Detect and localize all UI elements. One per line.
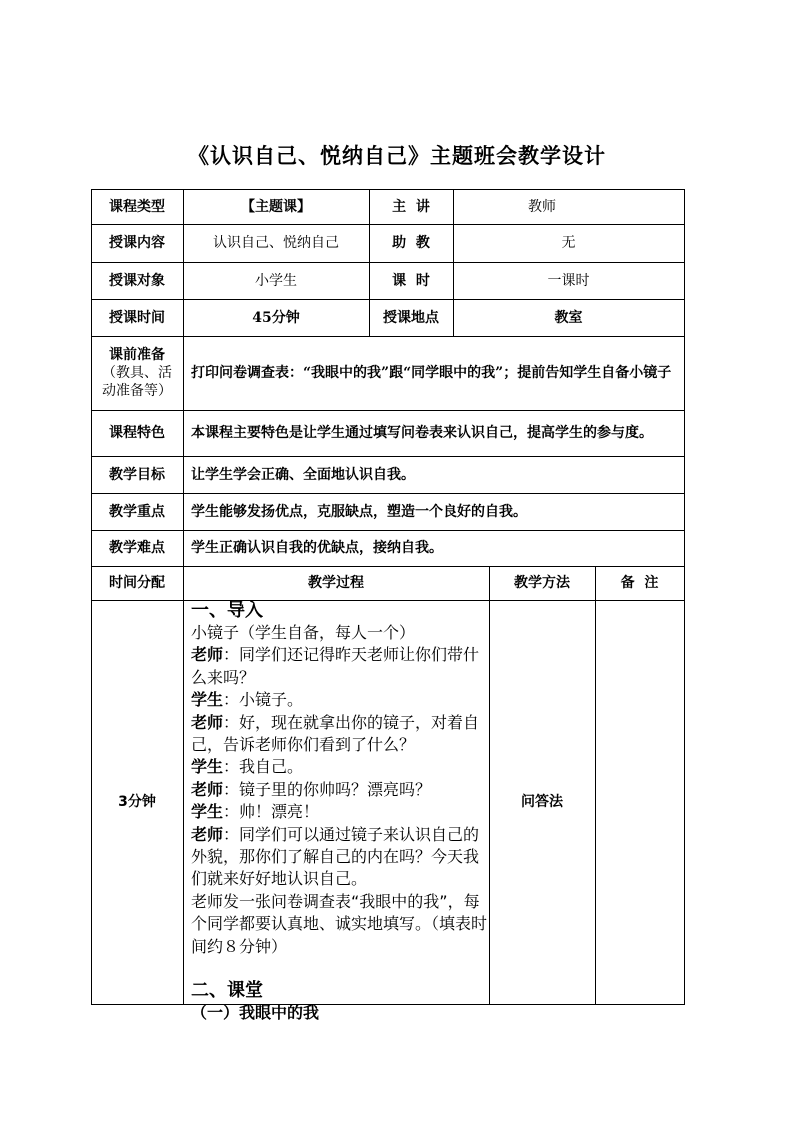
process-paragraph: 老师发一张问卷调查表“我眼中的我”，每个同学都要认真地、诚实地填写。（填表时间约８分钟） xyxy=(191,891,488,956)
teaching-process xyxy=(191,600,491,1024)
value-content: 认识自己、悦纳自己 xyxy=(213,235,339,251)
label-duration: 授课时间 xyxy=(109,309,165,326)
header-time: 时间分配 xyxy=(109,575,165,591)
dialogue-line: 老师：镜子里的你帅吗？漂亮吗？ xyxy=(191,779,432,799)
dialogue-line: 学生：我自己。 xyxy=(191,757,304,777)
label-key: 教学重点 xyxy=(109,503,165,520)
label-difficulty: 教学难点 xyxy=(109,540,165,556)
lesson-plan-table xyxy=(91,189,685,1023)
label-assistant: 助 教 xyxy=(392,235,430,251)
label-features: 课程特色 xyxy=(109,425,165,441)
section-intro-heading: 一、导入 xyxy=(191,600,263,621)
value-prep: 打印问卷调查表：“我眼中的我”跟“同学眼中的我”；提前告知学生自备小镜子 xyxy=(191,365,672,381)
label-goal: 教学目标 xyxy=(109,466,165,483)
schedule-time: 3分钟 xyxy=(118,794,156,810)
label-prep-line2: （教具、活 xyxy=(102,365,172,381)
subsection-heading: （一）我眼中的我 xyxy=(191,1003,320,1023)
label-course-type: 课程类型 xyxy=(109,198,165,215)
speaker-teacher: 老师 xyxy=(191,779,224,799)
value-goal: 让学生学会正确、全面地认识自我。 xyxy=(191,466,415,483)
header-method: 教学方法 xyxy=(514,575,570,591)
speaker-teacher: 老师 xyxy=(191,712,224,732)
page-title: 《认识自己、悦纳自己》主题班会教学设计 xyxy=(188,144,606,168)
value-difficulty: 学生正确认识自我的优缺点，接纳自我。 xyxy=(191,540,443,556)
speaker-teacher: 老师 xyxy=(191,824,224,844)
value-features: 本课程主要特色是让学生通过填写问卷表来认识自己，提高学生的参与度。 xyxy=(191,425,653,441)
dialogue-line: 老师：同学们可以通过镜子来认识自己的外貌，那你们了解自己的内在吗？今天我们就来好好地认识自己。 xyxy=(191,824,480,889)
label-location: 授课地点 xyxy=(383,309,439,326)
value-location: 教室 xyxy=(554,309,583,326)
section-class-heading: 二、课堂 xyxy=(191,980,263,1002)
schedule-method: 问答法 xyxy=(521,794,563,810)
value-key: 学生能够发扬优点，克服缺点，塑造一个良好的自我。 xyxy=(191,503,527,520)
value-periods: 一课时 xyxy=(547,272,590,289)
speaker-student: 学生 xyxy=(191,757,224,777)
header-process: 教学过程 xyxy=(308,575,364,591)
label-content: 授课内容 xyxy=(109,235,165,251)
value-assistant: 无 xyxy=(561,235,576,251)
dialogue-line: 学生：帅！漂亮！ xyxy=(191,802,320,822)
label-audience: 授课对象 xyxy=(109,272,165,289)
value-lecturer: 教师 xyxy=(528,198,556,215)
label-prep xyxy=(91,336,183,410)
label-prep-line3: 动准备等） xyxy=(102,383,172,399)
dialogue-line: 老师：同学们还记得昨天老师让你们带什么来吗？ xyxy=(191,645,480,687)
label-periods: 课 时 xyxy=(392,272,430,289)
speaker-student: 学生 xyxy=(191,802,224,822)
label-prep-line1: 课前准备 xyxy=(109,347,165,363)
label-lecturer: 主 讲 xyxy=(392,198,430,215)
value-duration: 45分钟 xyxy=(252,309,300,326)
process-line: 小镜子（学生自备，每人一个） xyxy=(191,623,416,642)
speaker-student: 学生 xyxy=(191,690,224,710)
value-course-type: 【主题课】 xyxy=(241,198,311,215)
dialogue-line: 老师：好，现在就拿出你的镜子，对着自己，告诉老师你们看到了什么？ xyxy=(191,712,480,755)
value-audience: 小学生 xyxy=(255,272,297,289)
header-note: 备 注 xyxy=(620,575,659,591)
dialogue-line: 学生：小镜子。 xyxy=(191,690,304,710)
schedule-note xyxy=(595,600,684,1004)
speaker-teacher: 老师 xyxy=(191,645,224,665)
